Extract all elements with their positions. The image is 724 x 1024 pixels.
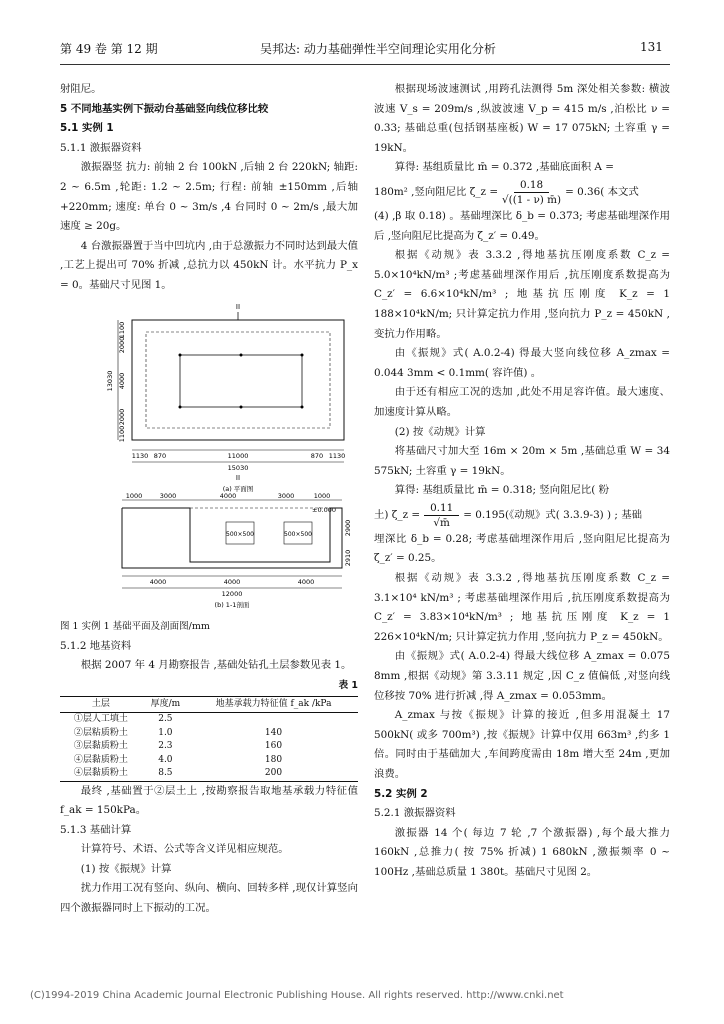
table-cell: 8.5 [142, 767, 189, 781]
page-number: 131 [640, 40, 663, 54]
table-cell: 180 [264, 754, 283, 765]
paragraph: 算得: 基组质量比 m̄ = 0.318; 竖向阻尼比( 粉 [394, 484, 610, 497]
paragraph: A_zmax 与按《振规》计算的接近 ,但多用混凝土 17 500kN( 或多 700m³) ,按《振规》计算中仅用 663m³ ,约多 1 倍。同时由于基础加大 ,车间跨度需由 18m 增大至 24m ,更加浪费。 [374, 709, 670, 780]
section-marker-top: II [235, 302, 241, 311]
table-cell: ①层人工填土 [73, 714, 128, 724]
plan-dim-left: 2000 [118, 336, 126, 353]
fraction [424, 501, 459, 530]
section-dim-top: 3000 [159, 491, 177, 500]
table-cell: 2.5 [158, 714, 173, 724]
paragraph: 根据《动规》表 3.3.2 ,得地基抗压刚度系数 C_z = 3.1×10⁴ kN/m³ ; 考虑基础埋深作用后 ,抗压刚度系数提高为 C_z′ = 3.83×10⁴kN/m³ ; 地基抗压刚度 K_z = 1 226×10⁴kN/m; 只计算定抗力作用 ,竖向抗力 P_z = 450kN。 [374, 572, 670, 643]
plan-dim-left: 1100 [118, 321, 126, 338]
paragraph: 根据 2007 年 4 月勘察报告 ,基础处钻孔土层参数见表 1。 [80, 659, 352, 672]
subsection-heading: 5.2.1 激振器资料 [374, 807, 456, 820]
paragraph: 激振器 14 个( 每边 7 轮 ,7 个激振器) ,每个最大推力 160kN ,总推力( 按 75% 折减) 1 680kN ,激振频率 0 ~ 100Hz ,基础总质量 1 380t。基础尺寸见图 2。 [374, 826, 670, 878]
soil-table [60, 696, 358, 782]
paragraph: 根据现场波速测试 ,用跨孔法测得 5m 深处相关参数: 横波波速 V_s = 209m/s ,纵波波速 V_p = 415 m/s ,泊松比 ν = 0.33; 基础总重(包括钢基座板) W = 17 075kN; 土容重 γ = 19kN。 [374, 83, 670, 154]
section-dim-bottom: 4000 [149, 577, 167, 586]
paragraph: (1) 按《振规》计算 [80, 862, 172, 875]
plan-dim-bottom: 870 [310, 451, 324, 460]
table-1 [60, 676, 358, 782]
pit-outline [180, 355, 302, 407]
table-row [60, 754, 358, 768]
formula-damping-1 [374, 178, 670, 207]
elevation-label: ±0.000 [312, 505, 337, 514]
section-dim-right: 2910 [344, 549, 352, 566]
table-cell: 160 [264, 741, 283, 751]
paragraph: 激振器竖 抗力: 前轴 2 台 100kN ,后轴 2 台 220kN; 轴距: 2 ~ 6.5m ,轮距: 1.2 ~ 2.5m; 行程: 前轴 ±150mm ,后轴 +220mm; 速度: 单台 0 ~ 3m/s ,4 台同时 0 ~ 2m/s ,最大加速度 ≥ 20g。 [60, 161, 358, 233]
table-header: 地基承载力特征值 f_ak /kPa [189, 696, 358, 713]
section-marker-bottom: II [235, 473, 241, 482]
table-cell: ②层粘质粉土 [73, 727, 128, 738]
table-row [60, 767, 358, 781]
section-dim-top: 1000 [125, 491, 143, 500]
numerator: 0.11 [424, 501, 459, 516]
paragraph: 埋深比 δ_b = 0.28; 考虑基础埋深作用后 ,竖向阻尼比提高为 ζ_z′ = 0.25。 [374, 532, 670, 565]
section-dim-bottom: 4000 [223, 577, 241, 586]
right-column [374, 80, 670, 883]
section-dim-top: 3000 [277, 491, 295, 500]
formula-lhs: 180m² ,竖向阻尼比 ζ_z = [374, 185, 499, 198]
paragraph: (2) 按《动规》计算 [394, 425, 486, 438]
subsection-heading: 5.1.2 地基资料 [60, 639, 132, 652]
fraction [502, 178, 561, 207]
plan-dim-bottom: 1130 [328, 451, 346, 460]
left-column [60, 80, 358, 919]
table-cell: 140 [264, 727, 283, 738]
paragraph: 最终 ,基础置于②层土上 ,按勘察报告取地基承载力特征值 f_ak = 150kPa。 [60, 784, 358, 817]
denominator: √((1 - ν) m̄) [502, 193, 562, 206]
plan-dim-total: 15030 [227, 463, 249, 472]
table-cell [189, 713, 358, 727]
section-heading: 5 不同地基实例下振动台基础竖向线位移比较 [60, 102, 269, 115]
table-cell: ④层黏质粉土 [73, 754, 128, 765]
formula-damping-2 [374, 501, 670, 530]
numerator: 0.18 [514, 178, 549, 193]
table-cell: 4.0 [158, 754, 173, 765]
paragraph: 扰力作用工况有竖向、纵向、横向、回转多样 ,现仅计算竖向四个激振器同时上下振动的工况。 [60, 882, 358, 915]
running-title: 吴邦达: 动力基础弹性半空间理论实用化分析 [260, 42, 496, 56]
paragraph: 算得: 基组质量比 m̄ = 0.372 ,基础底面积 A = [394, 161, 614, 174]
formula-rhs: = 0.195(《动规》式( 3.3.9-3) ) ; 基础 [463, 508, 642, 521]
table-cell: 2.3 [158, 741, 173, 751]
table-cell: ③层黏质粉土 [73, 741, 128, 751]
paragraph: 由《振规》式( A.0.2-4) 得最大竖向线位移 A_zmax = 0.044 3mm < 0.1mm( 容许值) 。 [374, 347, 670, 379]
pit-label: 500×500 [284, 530, 312, 538]
table-row [60, 727, 358, 741]
table-title: 表 1 [338, 679, 358, 691]
pit-label: 500×500 [226, 530, 254, 538]
paragraph: 4 台激振器置于当中凹坑内 ,由于总激振力不同时达到最大值 ,工艺上提出可 70% 折减 ,总抗力以 450kN 计。水平抗力 P_x = 0。基础尺寸见图 1。 [60, 239, 358, 291]
table-header: 厚度/m [142, 696, 189, 713]
section-dim-bottom: 4000 [297, 577, 315, 586]
table-cell: 1.0 [158, 727, 173, 738]
header-rule [60, 64, 670, 65]
subsection-heading: 5.1.3 基础计算 [60, 823, 132, 836]
section-dim-top: 4000 [219, 491, 237, 500]
plan-dim-left-total: 13030 [106, 370, 114, 391]
section-heading: 5.2 实例 2 [374, 787, 428, 800]
plan-dim-bottom: 870 [153, 451, 167, 460]
table-cell: ④层黏质粉土 [60, 767, 142, 781]
section-dim-right: 2900 [344, 519, 352, 536]
plan-dim-bottom: 11000 [227, 451, 249, 460]
journal-issue: 第 49 卷 第 12 期 [60, 42, 158, 56]
plan-outline [132, 320, 344, 440]
formula-rhs: = 0.36( 本文式 [565, 185, 639, 198]
figure-caption: 图 1 实例 1 基础平面及剖面图/mm [60, 621, 210, 633]
section-outline [122, 505, 342, 568]
table-cell: 200 [189, 767, 358, 781]
table-row [60, 713, 358, 727]
table-row [60, 740, 358, 754]
figure-1-drawing [60, 300, 358, 610]
paragraph: 计算符号、术语、公式等含义详见相应规范。 [80, 843, 289, 856]
section-heading: 5.1 实例 1 [60, 122, 114, 135]
paragraph: 由于还有相应工况的迭加 ,此处不用足容许值。最大速度、加速度计算从略。 [374, 386, 670, 418]
paragraph: 射阻尼。 [60, 83, 102, 95]
plan-dim-bottom: 1130 [131, 451, 149, 460]
paragraph: 由《振规》式( A.0.2-4) 得最大线位移 A_zmax = 0.075 8mm ,根据《动规》第 3.3.11 规定 ,因 C_z 值偏低 ,对竖向线位移按 70% 进行折减 ,得 A_zmax = 0.053mm。 [374, 650, 670, 702]
paragraph: 根据《动规》表 3.3.2 ,得地基抗压刚度系数 C_z = 5.0×10⁴kN/m³ ;考虑基础埋深作用后 ,抗压刚度系数提高为 C_z′ = 6.6×10⁴kN/m³ ; 地基抗压刚度 K_z = 1 188×10⁴kN/m; 只计算定抗力作用 ,竖向抗力 P_z = 450kN ,变抗力作用略。 [374, 249, 670, 340]
figure-1 [60, 300, 358, 637]
paragraph: (4) ,β 取 0.18) 。基础埋深比 δ_b = 0.373; 考虑基础埋深作用后 ,竖向阻尼比提高为 ζ_z′ = 0.49。 [374, 209, 670, 242]
section-dim-top: 1000 [313, 491, 331, 500]
table-header: 土层 [60, 696, 142, 713]
section-caption: (b) 1-1剖面 [214, 600, 250, 609]
paragraph: 将基础尺寸加大至 16m × 20m × 5m ,基础总重 W = 34 575kN; 土容重 γ = 19kN。 [374, 445, 670, 477]
subsection-heading: 5.1.1 激振器资料 [60, 141, 142, 154]
section-dim-total: 12000 [221, 589, 243, 598]
plan-dim-left: 4000 [118, 372, 126, 389]
denominator: √m̄ [433, 516, 450, 529]
formula-lhs: 土) ζ_z = [374, 508, 421, 521]
plan-dim-left: 1100 [118, 425, 126, 442]
plan-caption: (a) 平面图 [222, 484, 254, 493]
plan-dim-left: 2000 [118, 408, 126, 425]
copyright-footer: (C)1994-2019 China Academic Journal Electronic Publishing House. All rights reserved. http://www.cnki.net [30, 990, 564, 1001]
